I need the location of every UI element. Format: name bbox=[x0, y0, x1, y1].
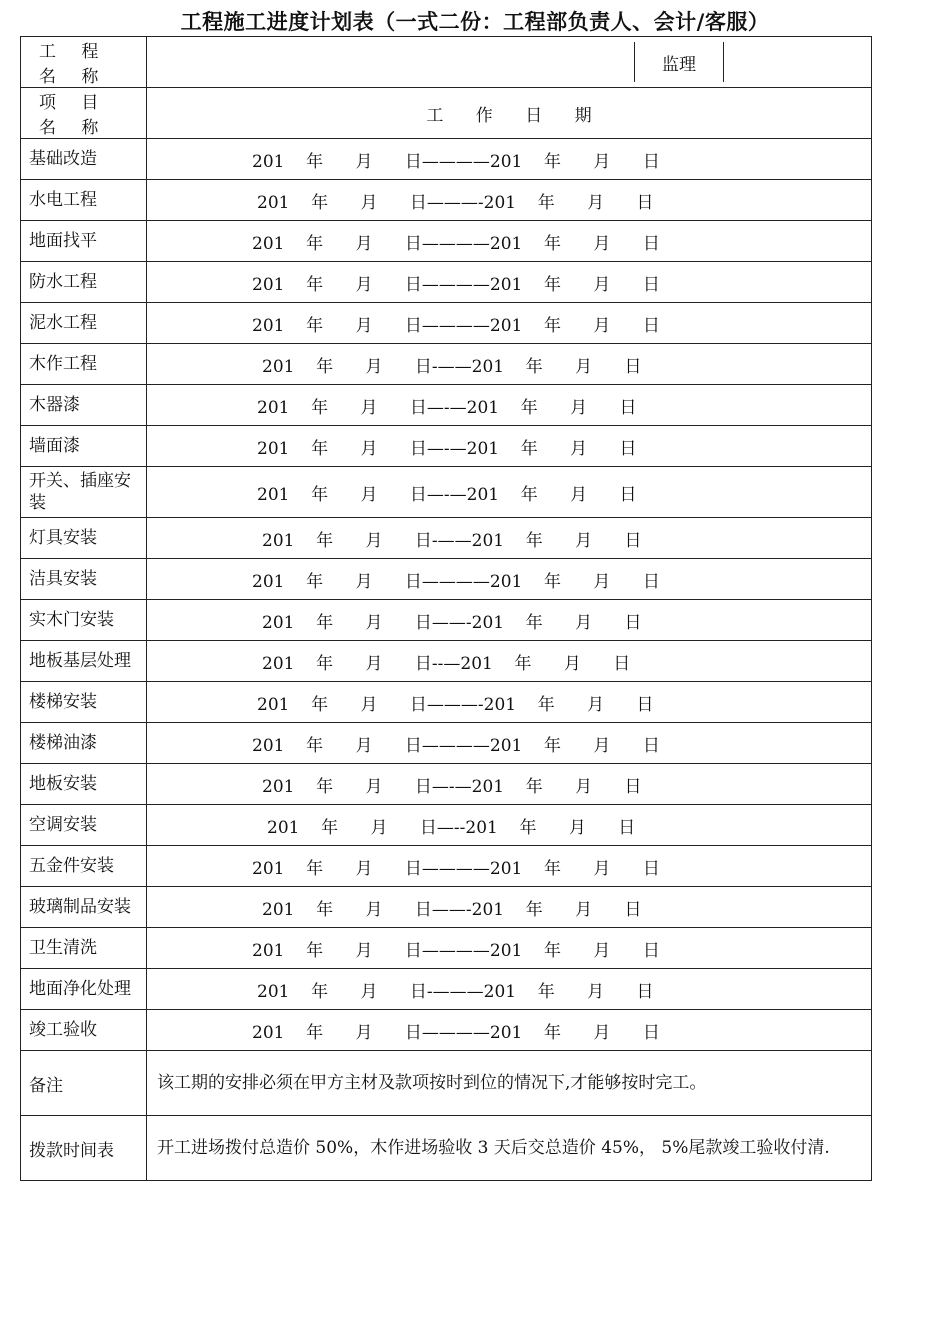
table-row bbox=[21, 180, 872, 221]
item-name: 地板基层处理 bbox=[21, 641, 147, 682]
item-name: 楼梯油漆 bbox=[21, 723, 147, 764]
item-name: 卫生清洗 bbox=[21, 928, 147, 969]
table-row bbox=[21, 682, 872, 723]
item-name: 地面找平 bbox=[21, 221, 147, 262]
item-date-range[interactable]: 201 年 月 日———-201 年 月 日 bbox=[147, 180, 872, 221]
page-title: 工程施工进度计划表（一式二份：工程部负责人、会计/客服） bbox=[180, 10, 770, 34]
supervisor-label: 监理 bbox=[634, 42, 723, 82]
schedule-table bbox=[20, 36, 872, 1181]
item-date-range[interactable]: 201 年 月 日—--201 年 月 日 bbox=[147, 805, 872, 846]
table-row bbox=[21, 723, 872, 764]
table-row bbox=[21, 139, 872, 180]
table-row bbox=[21, 928, 872, 969]
item-date-range[interactable]: 201 年 月 日-——201 年 月 日 bbox=[147, 344, 872, 385]
table-row bbox=[21, 518, 872, 559]
item-name: 木作工程 bbox=[21, 344, 147, 385]
item-date-range[interactable]: 201 年 月 日--—201 年 月 日 bbox=[147, 641, 872, 682]
table-row bbox=[21, 385, 872, 426]
payment-schedule-label: 拨款时间表 bbox=[21, 1116, 147, 1181]
item-name: 洁具安装 bbox=[21, 559, 147, 600]
item-name: 防水工程 bbox=[21, 262, 147, 303]
item-date-range[interactable]: 201 年 月 日————201 年 月 日 bbox=[147, 1010, 872, 1051]
table-row bbox=[21, 1010, 872, 1051]
table-row bbox=[21, 262, 872, 303]
item-name: 地面净化处理 bbox=[21, 969, 147, 1010]
table-row bbox=[21, 426, 872, 467]
table-row bbox=[21, 559, 872, 600]
item-name: 墙面漆 bbox=[21, 426, 147, 467]
table-row bbox=[21, 764, 872, 805]
remark-row bbox=[21, 1051, 872, 1116]
project-name-label: 工 程 名 称 bbox=[21, 37, 147, 88]
item-date-range[interactable]: 201 年 月 日—-—201 年 月 日 bbox=[147, 467, 872, 518]
remark-text: 该工期的安排必须在甲方主材及款项按时到位的情况下,才能够按时完工。 bbox=[147, 1051, 872, 1116]
item-date-range[interactable]: 201 年 月 日-———201 年 月 日 bbox=[147, 969, 872, 1010]
table-row bbox=[21, 467, 872, 518]
item-date-range[interactable]: 201 年 月 日——-201 年 月 日 bbox=[147, 887, 872, 928]
item-name: 开关、插座安装 bbox=[21, 467, 147, 518]
item-header-row bbox=[21, 88, 872, 139]
item-name: 实木门安装 bbox=[21, 600, 147, 641]
remark-label: 备注 bbox=[21, 1051, 147, 1116]
item-date-range[interactable]: 201 年 月 日————201 年 月 日 bbox=[147, 303, 872, 344]
item-name: 基础改造 bbox=[21, 139, 147, 180]
item-date-range[interactable]: 201 年 月 日————201 年 月 日 bbox=[147, 262, 872, 303]
item-name: 玻璃制品安装 bbox=[21, 887, 147, 928]
item-name: 竣工验收 bbox=[21, 1010, 147, 1051]
table-row bbox=[21, 641, 872, 682]
item-date-range[interactable]: 201 年 月 日————201 年 月 日 bbox=[147, 139, 872, 180]
project-name-row bbox=[21, 37, 872, 88]
item-name: 水电工程 bbox=[21, 180, 147, 221]
item-name: 五金件安装 bbox=[21, 846, 147, 887]
item-date-range[interactable]: 201 年 月 日————201 年 月 日 bbox=[147, 559, 872, 600]
item-date-range[interactable]: 201 年 月 日—-—201 年 月 日 bbox=[147, 426, 872, 467]
item-name-label: 项 目 名 称 bbox=[21, 88, 147, 139]
item-name: 楼梯安装 bbox=[21, 682, 147, 723]
item-date-range[interactable]: 201 年 月 日————201 年 月 日 bbox=[147, 846, 872, 887]
item-date-range[interactable]: 201 年 月 日——-201 年 月 日 bbox=[147, 600, 872, 641]
payment-schedule-text: 开工进场拨付总造价 50%，木作进场验收 3 天后交总造价 45%， 5%尾款竣工验收付清. bbox=[147, 1116, 872, 1181]
table-row bbox=[21, 303, 872, 344]
item-date-range[interactable]: 201 年 月 日————201 年 月 日 bbox=[147, 723, 872, 764]
item-date-range[interactable]: 201 年 月 日———-201 年 月 日 bbox=[147, 682, 872, 723]
table-row bbox=[21, 221, 872, 262]
table-row bbox=[21, 600, 872, 641]
table-row bbox=[21, 846, 872, 887]
table-row bbox=[21, 887, 872, 928]
table-row bbox=[21, 344, 872, 385]
payment-schedule-row bbox=[21, 1116, 872, 1181]
table-row bbox=[21, 805, 872, 846]
work-date-label: 工 作 日 期 bbox=[147, 88, 872, 139]
item-date-range[interactable]: 201 年 月 日————201 年 月 日 bbox=[147, 221, 872, 262]
table-row bbox=[21, 969, 872, 1010]
item-date-range[interactable]: 201 年 月 日—-—201 年 月 日 bbox=[147, 385, 872, 426]
item-name: 灯具安装 bbox=[21, 518, 147, 559]
item-name: 空调安装 bbox=[21, 805, 147, 846]
item-date-range[interactable]: 201 年 月 日————201 年 月 日 bbox=[147, 928, 872, 969]
supervisor-field[interactable] bbox=[723, 42, 871, 82]
item-date-range[interactable]: 201 年 月 日—-—201 年 月 日 bbox=[147, 764, 872, 805]
item-date-range[interactable]: 201 年 月 日-——201 年 月 日 bbox=[147, 518, 872, 559]
project-name-field[interactable] bbox=[147, 42, 634, 82]
item-name: 泥水工程 bbox=[21, 303, 147, 344]
item-name: 地板安装 bbox=[21, 764, 147, 805]
item-name: 木器漆 bbox=[21, 385, 147, 426]
